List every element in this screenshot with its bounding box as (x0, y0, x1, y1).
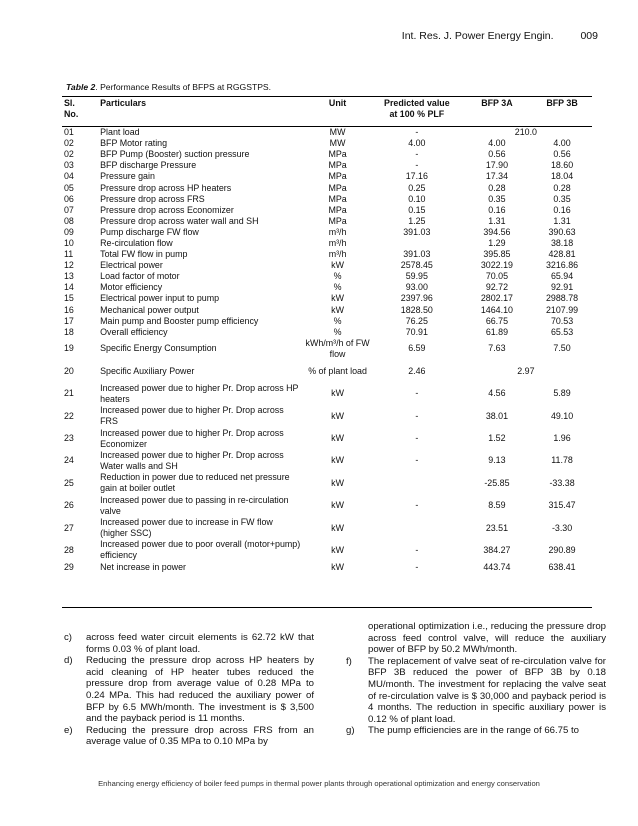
table-row (62, 562, 592, 573)
cell-particulars: Specific Auxiliary Power (100, 365, 195, 376)
cell-sl: 16 (64, 304, 74, 315)
cell-sl: 14 (64, 282, 74, 293)
cell-predicted: 0.25 (408, 182, 426, 193)
list-item (346, 656, 606, 726)
table-row (62, 427, 592, 449)
cell-particulars: Increased power due to passing in re-circulation valve (100, 494, 289, 516)
list-item (64, 655, 314, 725)
cell-unit: MW (329, 138, 346, 149)
list-item-label: d) (64, 655, 73, 667)
table-row (62, 360, 592, 382)
cell-bfp3a: 4.56 (488, 388, 506, 399)
cell-unit: kW (331, 522, 344, 533)
col-bfp3b: BFP 3B (546, 98, 578, 108)
cell-particulars: Increased power due to higher Pr. Drop across HP heaters (100, 382, 299, 404)
cell-predicted: 0.15 (408, 204, 426, 215)
cell-bfp3b: 38.18 (550, 237, 574, 248)
cell-sl: 17 (64, 315, 74, 326)
cell-predicted: 2578.45 (400, 260, 433, 271)
cell-unit: kW (331, 293, 344, 304)
cell-particulars: Total FW flow in pump (100, 249, 188, 260)
list-item-text: The replacement of valve seat of re-circulation valve for BFP 3B reduced the power of BFP 3B by 0.18 MU/month. The investment for replacing the valve seat of re-circulation valve is $ 30,000 and payback period is 4 months. The reduction in specific auxiliary power is 0.12 % of plant load. (368, 655, 606, 725)
cell-sl: 19 (64, 343, 74, 354)
cell-unit: m³/h (328, 249, 347, 260)
cell-particulars: Increased power due to poor overall (motor+pump) efficiency (100, 539, 301, 561)
cell-unit: MPa (328, 171, 347, 182)
cell-bfp3b: -33.38 (549, 477, 575, 488)
cell-sl: 12 (64, 260, 74, 271)
cell-unit: kWh/m³/h of FW flow (305, 337, 370, 359)
cell-bfp3a: 443.74 (483, 561, 511, 572)
caption-text: . Performance Results of BFPS at RGGSTPS. (95, 82, 272, 92)
running-header (402, 30, 598, 42)
cell-unit: % (333, 315, 342, 326)
table-body (62, 127, 592, 573)
list-item-label: e) (64, 724, 73, 736)
cell-bfp3a: 92.72 (485, 282, 509, 293)
cell-bfp3b: 7.50 (553, 343, 571, 354)
list-item (346, 621, 606, 656)
cell-particulars: Pressure drop across water wall and SH (100, 215, 259, 226)
cell-particulars: Mechanical power output (100, 304, 199, 315)
cell-particulars: Pressure gain (100, 171, 155, 182)
cell-bfp3a: 61.89 (485, 326, 509, 337)
cell-particulars: Load factor of motor (100, 271, 180, 282)
cell-bfp3b: 290.89 (548, 544, 576, 555)
cell-sl: 04 (64, 171, 74, 182)
cell-predicted: - (415, 410, 419, 421)
page-footer: Enhancing energy efficiency of boiler feed pumps in thermal power plants through operational optimization and energy conservation (98, 779, 540, 788)
cell-unit: kW (331, 544, 344, 555)
table-row (62, 149, 592, 160)
list-item (64, 632, 314, 655)
cell-unit: kW (331, 455, 344, 466)
col-predicted: Predicted value at 100 % PLF (384, 98, 450, 119)
cell-predicted: 4.00 (408, 138, 426, 149)
page-number: 009 (580, 30, 598, 42)
cell-bfp3b: 0.56 (553, 149, 571, 160)
table-row (62, 282, 592, 293)
cell-sl: 22 (64, 410, 74, 421)
cell-unit: kW (331, 388, 344, 399)
cell-bfp3b: 70.53 (550, 315, 574, 326)
cell-bfp3b: 92.91 (550, 282, 574, 293)
performance-table (62, 98, 592, 573)
cell-particulars: Increased power due to higher Pr. Drop across Water walls and SH (100, 449, 284, 471)
list-item (346, 725, 606, 737)
table-top-rule (62, 96, 592, 97)
cell-predicted: 391.03 (403, 249, 431, 260)
list-item-text: Reducing the pressure drop across HP heaters by acid cleaning of HP heater tubes reduced the pressure drop from average value of 0.28 MPa to 0.24 MPa. This had reduced the auxiliary power of BFP by 6.5 MWh/month. The investment is $ 3,500 and the payback period is 11 months. (86, 655, 314, 725)
table-row (62, 271, 592, 282)
cell-bfp3b: 49.10 (550, 410, 574, 421)
cell-unit: % of plant load (308, 365, 367, 376)
cell-bfp3a: 0.28 (488, 182, 506, 193)
cell-predicted: - (415, 388, 419, 399)
list-item (64, 725, 314, 748)
cell-bfp3a: 17.34 (485, 171, 509, 182)
cell-sl: 28 (64, 544, 74, 555)
cell-bfp3b: 18.60 (550, 160, 574, 171)
cell-particulars: Re-circulation flow (100, 237, 173, 248)
cell-particulars: BFP Motor rating (100, 138, 168, 149)
cell-particulars: Plant load (100, 127, 140, 138)
cell-unit: kW (331, 433, 344, 444)
cell-bfp3b: 5.89 (553, 388, 571, 399)
cell-unit: MPa (328, 193, 347, 204)
list-item-text: Reducing the pressure drop across FRS from an average value of 0.35 MPa to 0.10 MPa by (86, 724, 314, 748)
cell-predicted: - (415, 127, 419, 138)
cell-sl: 06 (64, 193, 74, 204)
cell-sl: 02 (64, 149, 74, 160)
cell-unit: % (333, 282, 342, 293)
cell-bfp3b: 65.53 (550, 326, 574, 337)
table-row (62, 338, 592, 360)
cell-particulars: Pump discharge FW flow (100, 226, 199, 237)
cell-unit: MPa (328, 182, 347, 193)
cell-particulars: BFP Pump (Booster) suction pressure (100, 149, 250, 160)
cell-bfp3a: 0.35 (488, 193, 506, 204)
cell-bfp3a: 0.56 (488, 149, 506, 160)
cell-sl: 03 (64, 160, 74, 171)
cell-bfp3a: 384.27 (483, 544, 511, 555)
cell-sl: 23 (64, 433, 74, 444)
cell-sl: 11 (64, 249, 74, 260)
cell-predicted: 391.03 (403, 226, 431, 237)
cell-unit: MPa (328, 204, 347, 215)
caption-label: Table 2 (66, 82, 96, 92)
cell-particulars: Pressure drop across Economizer (100, 204, 234, 215)
cell-bfp3a: 2802.17 (480, 293, 513, 304)
cell-bfp3b: 0.28 (553, 182, 571, 193)
cell-bfp3a: 66.75 (485, 315, 509, 326)
cell-bfp3b: 2107.99 (546, 304, 579, 315)
cell-predicted: - (415, 455, 419, 466)
cell-bfp3b: 3216.86 (546, 260, 579, 271)
table-row (62, 472, 592, 494)
cell-unit: MPa (328, 160, 347, 171)
table-row (62, 495, 592, 517)
table-caption (66, 82, 271, 92)
cell-sl: 18 (64, 326, 74, 337)
cell-sl: 21 (64, 388, 74, 399)
cell-particulars: Main pump and Booster pump efficiency (100, 315, 259, 326)
cell-bfp3a: 7.63 (488, 343, 506, 354)
cell-predicted: 1.25 (408, 215, 426, 226)
table-row (62, 450, 592, 472)
cell-predicted: 93.00 (405, 282, 428, 293)
table-row (62, 539, 592, 561)
cell-particulars: Reduction in power due to reduced net pressure gain at boiler outlet (100, 472, 290, 494)
cell-bfp3a: 3022.19 (480, 260, 513, 271)
cell-sl: 08 (64, 215, 74, 226)
cell-predicted: 2397.96 (400, 293, 433, 304)
cell-unit: kW (331, 477, 344, 488)
cell-predicted: 1828.50 (400, 304, 433, 315)
cell-sl: 13 (64, 271, 74, 282)
list-item-label: g) (346, 725, 355, 737)
table-row (62, 305, 592, 316)
cell-particulars: Motor efficiency (100, 282, 163, 293)
cell-bfp3a: 1.52 (488, 433, 506, 444)
cell-particulars: Pressure drop across HP heaters (100, 182, 232, 193)
table-row (62, 238, 592, 249)
list-item-label (346, 621, 368, 656)
cell-sl: 15 (64, 293, 74, 304)
cell-predicted: 17.16 (405, 171, 428, 182)
table-bottom-rule (62, 607, 592, 608)
cell-predicted (372, 238, 462, 249)
cell-bfp3b: 2988.78 (546, 293, 579, 304)
cell-sl: 01 (64, 127, 74, 138)
cell-sl: 25 (64, 477, 74, 488)
table-row (62, 293, 592, 304)
cell-unit: MPa (328, 149, 347, 160)
cell-bfp3b: 0.35 (553, 193, 571, 204)
cell-unit: kW (331, 561, 344, 572)
cell-predicted: - (415, 433, 419, 444)
table-header-row (62, 98, 592, 127)
table-row (62, 249, 592, 260)
list-item-text: across feed water circuit elements is 62.72 kW that forms 0.03 % of plant load. (86, 632, 314, 655)
cell-particulars: Specific Energy Consumption (100, 343, 217, 354)
cell-bfp3a: 23.51 (485, 522, 509, 533)
cell-bfp3a: 395.85 (483, 249, 511, 260)
cell-unit: kW (331, 500, 344, 511)
cell-predicted: 59.95 (405, 271, 428, 282)
cell-particulars: Electrical power input to pump (100, 293, 220, 304)
cell-bfp3a: 70.05 (485, 271, 509, 282)
cell-sl: 10 (64, 237, 74, 248)
cell-bfp3b: 638.41 (548, 561, 576, 572)
cell-merged-bfp: 210.0 (514, 127, 537, 138)
cell-predicted: 76.25 (405, 315, 428, 326)
cell-particulars: Net increase in power (100, 561, 186, 572)
cell-unit: kW (331, 410, 344, 421)
table-row (62, 316, 592, 327)
cell-unit: kW (331, 260, 344, 271)
cell-bfp3a: -25.85 (484, 477, 510, 488)
cell-sl: 24 (64, 455, 74, 466)
cell-sl: 20 (64, 365, 74, 376)
table-row (62, 227, 592, 238)
cell-predicted: - (415, 160, 419, 171)
cell-bfp3b: 4.00 (553, 138, 571, 149)
cell-unit: MW (329, 127, 346, 138)
cell-unit: % (333, 326, 342, 337)
cell-predicted: - (415, 500, 419, 511)
cell-bfp3b: 390.63 (548, 226, 576, 237)
cell-merged-bfp: 2.97 (517, 365, 535, 376)
list-item-text: operational optimization i.e., reducing the pressure drop across feed control valve, will reduce the auxiliary power of BFP by 50.2 MWh/month. (368, 621, 606, 656)
cell-predicted: 0.10 (408, 193, 426, 204)
cell-bfp3a: 9.13 (488, 455, 506, 466)
cell-bfp3b: 65.94 (550, 271, 574, 282)
cell-bfp3a: 4.00 (488, 138, 506, 149)
list-item-text: The pump efficiencies are in the range of 66.75 to (368, 725, 580, 737)
col-sl: Sl. No. (64, 98, 79, 119)
cell-predicted: 6.59 (408, 343, 426, 354)
cell-unit: m³/h (328, 237, 347, 248)
text-column-right (346, 621, 606, 737)
cell-unit: % (333, 271, 342, 282)
cell-predicted: 70.91 (405, 326, 428, 337)
cell-bfp3b: 1.96 (553, 433, 571, 444)
cell-bfp3a: 394.56 (483, 226, 511, 237)
cell-sl: 05 (64, 182, 74, 193)
cell-bfp3a: 1464.10 (480, 304, 513, 315)
table-row (62, 171, 592, 182)
cell-sl: 07 (64, 204, 74, 215)
cell-particulars: Pressure drop across FRS (100, 193, 205, 204)
cell-predicted (372, 472, 462, 494)
cell-bfp3b: 315.47 (548, 500, 576, 511)
cell-sl: 29 (64, 561, 74, 572)
cell-sl: 02 (64, 138, 74, 149)
table-row (62, 194, 592, 205)
cell-predicted: - (415, 561, 419, 572)
cell-bfp3a: 0.16 (488, 204, 506, 215)
cell-bfp3a: 1.29 (488, 237, 506, 248)
cell-bfp3a: 38.01 (485, 410, 509, 421)
cell-unit: kW (331, 304, 344, 315)
cell-particulars: Increased power due to increase in FW flow (higher SSC) (100, 517, 273, 539)
table-row (62, 160, 592, 171)
cell-predicted (372, 517, 462, 539)
cell-sl: 27 (64, 522, 74, 533)
cell-unit: MPa (328, 215, 347, 226)
cell-particulars: Increased power due to higher Pr. Drop across FRS (100, 405, 284, 427)
table-row (62, 205, 592, 216)
table-row (62, 216, 592, 227)
cell-particulars: Electrical power (100, 260, 163, 271)
text-column-left (64, 632, 314, 748)
col-unit: Unit (328, 98, 347, 108)
cell-bfp3b: 18.04 (550, 171, 574, 182)
list-item-label: c) (64, 632, 72, 643)
cell-predicted: 2.46 (408, 365, 426, 376)
cell-sl: 09 (64, 226, 74, 237)
cell-bfp3a: 1.31 (488, 215, 506, 226)
table-row (62, 517, 592, 539)
cell-bfp3b: 11.78 (551, 455, 573, 466)
cell-predicted: - (415, 149, 419, 160)
list-item-label: f) (346, 655, 352, 667)
col-particulars: Particulars (100, 98, 147, 108)
table-row (62, 127, 592, 138)
table-row (62, 383, 592, 405)
cell-particulars: Overall efficiency (100, 326, 168, 337)
journal-name: Int. Res. J. Power Energy Engin. (401, 30, 554, 42)
table-row (62, 327, 592, 338)
cell-bfp3a: 8.59 (488, 500, 506, 511)
cell-unit: m³/h (328, 226, 347, 237)
table-row (62, 405, 592, 427)
cell-predicted: - (415, 544, 419, 555)
col-bfp3a: BFP 3A (481, 98, 513, 108)
cell-bfp3a: 17.90 (485, 160, 509, 171)
table-row (62, 138, 592, 149)
cell-particulars: BFP discharge Pressure (100, 160, 197, 171)
cell-bfp3b: 0.16 (553, 204, 571, 215)
table-row (62, 260, 592, 271)
cell-bfp3b: -3.30 (551, 522, 573, 533)
cell-particulars: Increased power due to higher Pr. Drop across Economizer (100, 427, 284, 449)
cell-bfp3b: 1.31 (553, 215, 571, 226)
cell-bfp3b: 428.81 (548, 249, 576, 260)
table-row (62, 182, 592, 193)
cell-sl: 26 (64, 500, 74, 511)
